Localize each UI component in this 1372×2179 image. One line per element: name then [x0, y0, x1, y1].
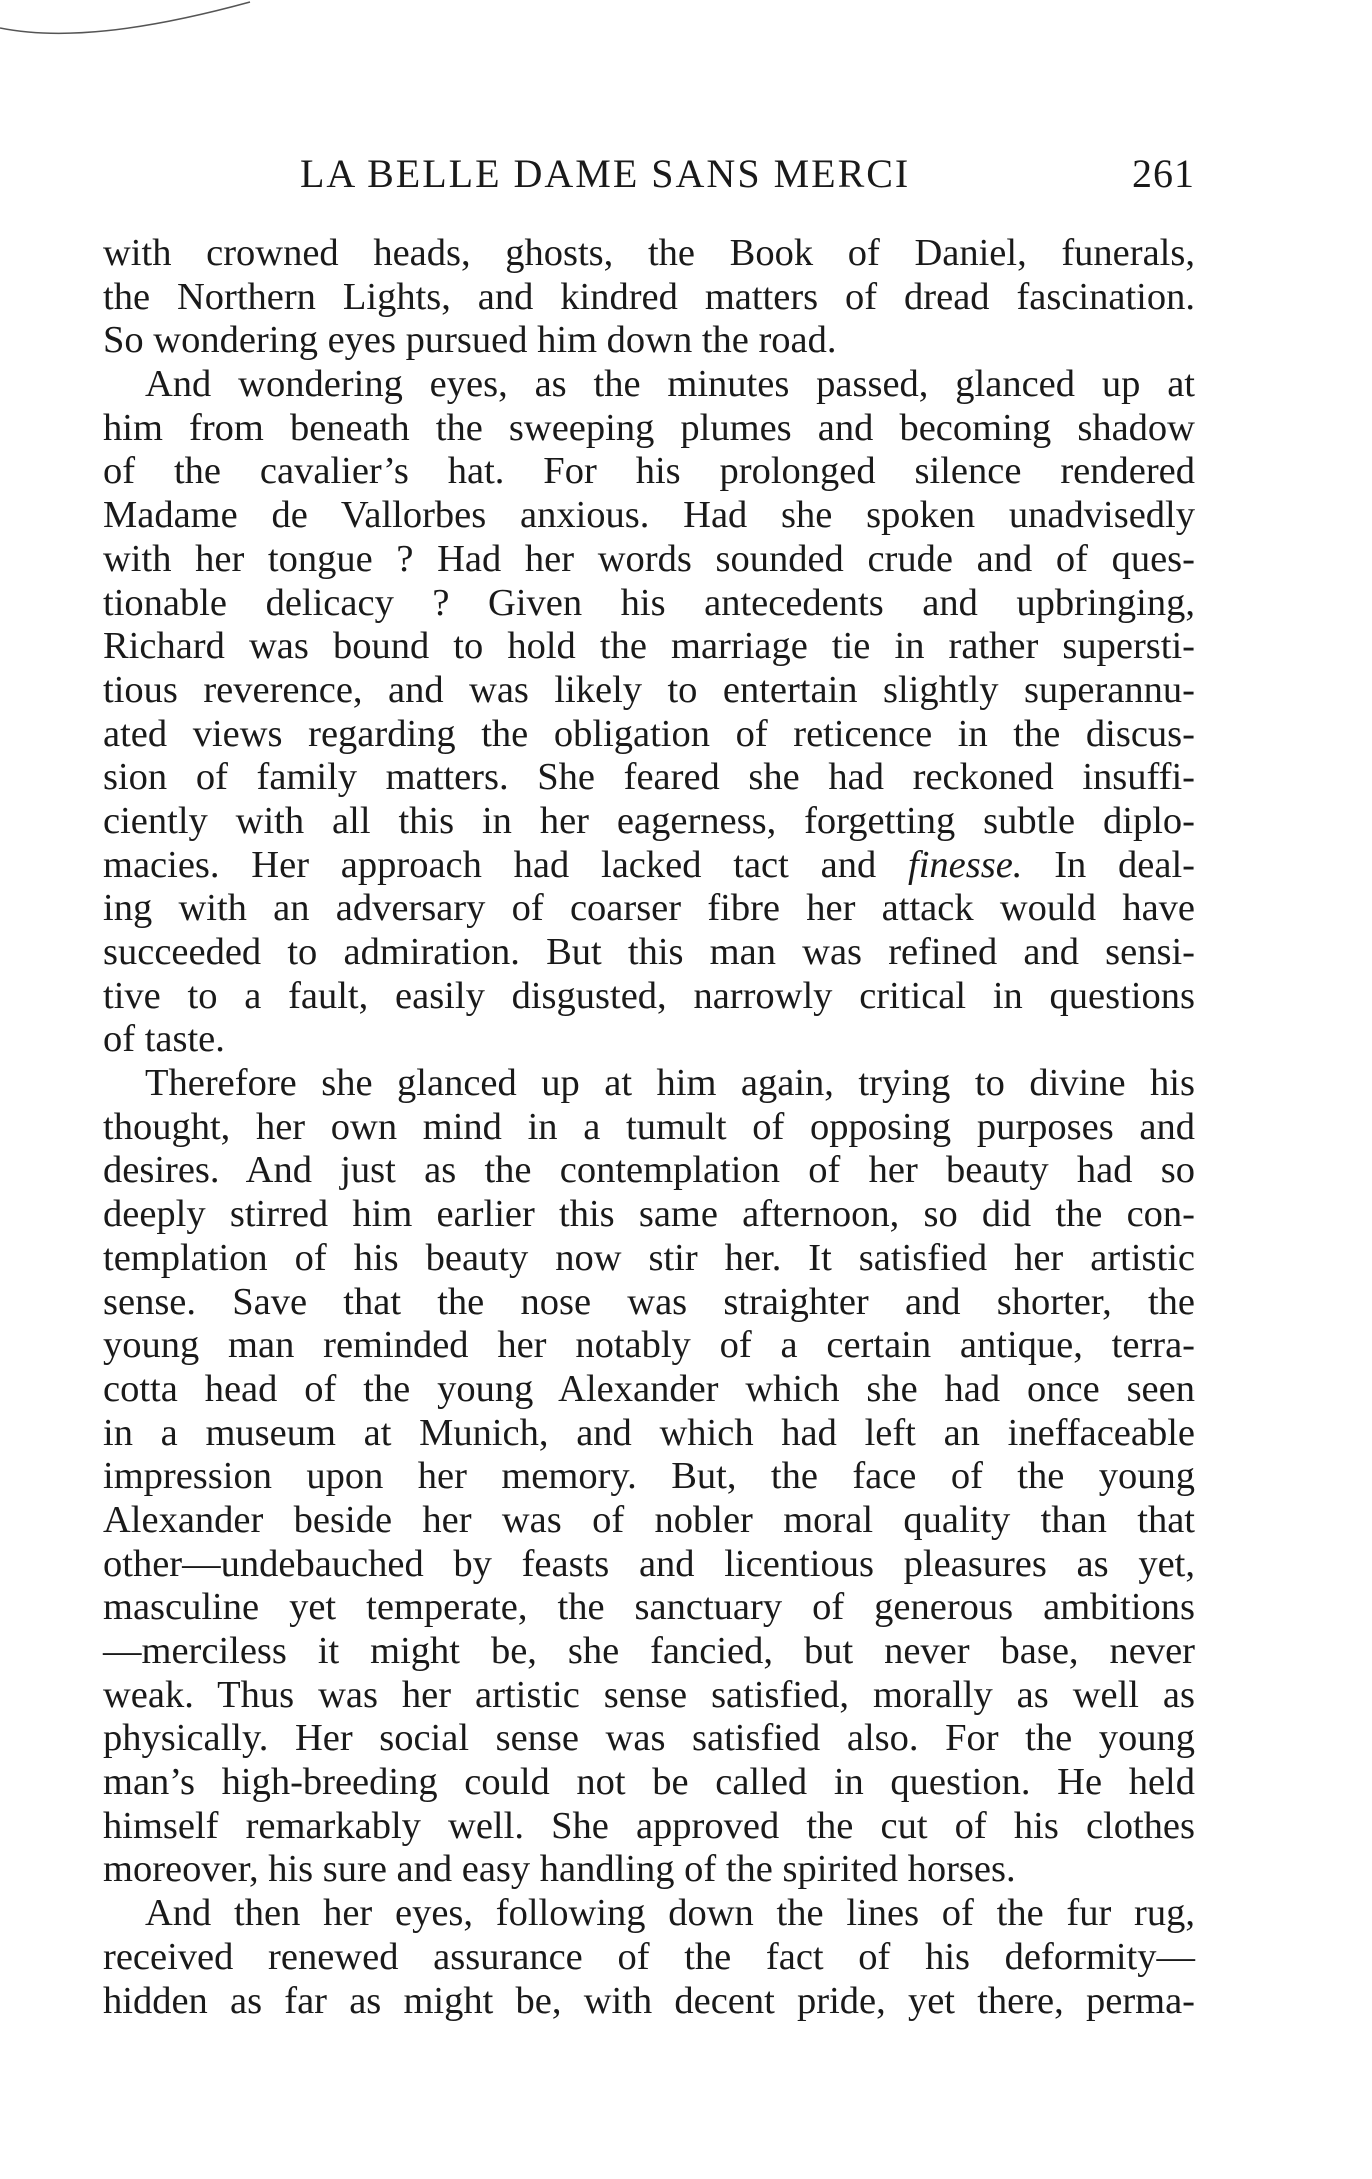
- text-line: the Northern Lights, and kindred matters of dread fascination.: [103, 275, 1195, 318]
- text-line: young man reminded her notably of a certain antique, terra-: [103, 1324, 1195, 1367]
- text-line: succeeded to admiration. But this man was refined and sensi-: [103, 931, 1195, 973]
- text-line: Madame de Vallorbes anxious. Had she spoken unadvisedly: [103, 494, 1195, 537]
- text-line: Therefore she glanced up at him again, trying to divine his: [145, 1062, 1195, 1105]
- text-line: cotta head of the young Alexander which she had once seen: [103, 1367, 1195, 1410]
- italic-word: finesse.: [908, 843, 1023, 886]
- text-line: tious reverence, and was likely to entertain slightly superannu-: [103, 668, 1195, 711]
- text-line: moreover, his sure and easy handling of the spirited horses.: [103, 1848, 1016, 1891]
- text-line: And then her eyes, following down the lines of the fur rug,: [145, 1892, 1195, 1935]
- text-line: ing with an adversary of coarser fibre her attack would have: [103, 887, 1195, 930]
- text-line: sion of family matters. She feared she had reckoned insuffi-: [103, 756, 1195, 799]
- text-line: other—undebauched by feasts and licentious pleasures as yet,: [103, 1542, 1195, 1585]
- text-line: And wondering eyes, as the minutes passed, glanced up at: [145, 363, 1195, 406]
- text-line: himself remarkably well. She approved the cut of his clothes: [103, 1804, 1195, 1847]
- text-line: Alexander beside her was of nobler moral quality than that: [103, 1498, 1195, 1541]
- text-line: of the cavalier’s hat. For his prolonged silence rendered: [103, 450, 1195, 493]
- text-line: deeply stirred him earlier this same afternoon, so did the con-: [103, 1193, 1195, 1236]
- text-line: man’s high-breeding could not be called in question. He held: [103, 1761, 1195, 1804]
- text-line: thought, her own mind in a tumult of opposing purposes and: [103, 1105, 1195, 1148]
- text-line: masculine yet temperate, the sanctuary of generous ambitions: [103, 1586, 1195, 1629]
- text-line: —merciless it might be, she fancied, but never base, never: [103, 1630, 1195, 1672]
- page-number: 261: [1132, 151, 1195, 196]
- text-line: of taste.: [103, 1018, 225, 1061]
- page-header: [105, 150, 1195, 210]
- text-line-with-italic: [103, 844, 1195, 888]
- text-line: impression upon her memory. But, the face of the young: [103, 1455, 1195, 1498]
- text-line: with crowned heads, ghosts, the Book of Daniel, funerals,: [103, 232, 1195, 274]
- text-line: in a museum at Munich, and which had left an ineffaceable: [103, 1411, 1195, 1454]
- text-segment: In deal-: [1054, 843, 1195, 886]
- running-title: LA BELLE DAME SANS MERCI: [300, 151, 911, 196]
- text-line: ciently with all this in her eagerness, forgetting subtle diplo-: [103, 799, 1195, 842]
- text-line: received renewed assurance of the fact of his deformity—: [103, 1935, 1195, 1978]
- text-segment: macies. Her approach had lacked tact and: [103, 843, 877, 886]
- text-line: So wondering eyes pursued him down the road.: [103, 319, 837, 362]
- body-text: [103, 232, 1195, 2023]
- text-line: Richard was bound to hold the marriage tie in rather supersti-: [103, 625, 1195, 668]
- text-line: tive to a fault, easily disgusted, narrowly critical in questions: [103, 974, 1195, 1017]
- text-line: weak. Thus was her artistic sense satisfied, morally as well as: [103, 1673, 1195, 1716]
- text-line: templation of his beauty now stir her. It satisfied her artistic: [103, 1236, 1195, 1279]
- text-line: hidden as far as might be, with decent pride, yet there, perma-: [103, 1979, 1195, 2022]
- text-line: tionable delicacy ? Given his antecedents and upbringing,: [103, 581, 1195, 624]
- text-line: physically. Her social sense was satisfied also. For the young: [103, 1717, 1195, 1760]
- text-line: with her tongue ? Had her words sounded crude and of ques-: [103, 537, 1195, 580]
- text-line: ated views regarding the obligation of reticence in the discus-: [103, 712, 1195, 755]
- scan-artifact-stroke: [0, 0, 260, 40]
- text-line: sense. Save that the nose was straighter and shorter, the: [103, 1280, 1195, 1323]
- text-line: desires. And just as the contemplation of her beauty had so: [103, 1149, 1195, 1192]
- text-line: him from beneath the sweeping plumes and becoming shadow: [103, 406, 1195, 449]
